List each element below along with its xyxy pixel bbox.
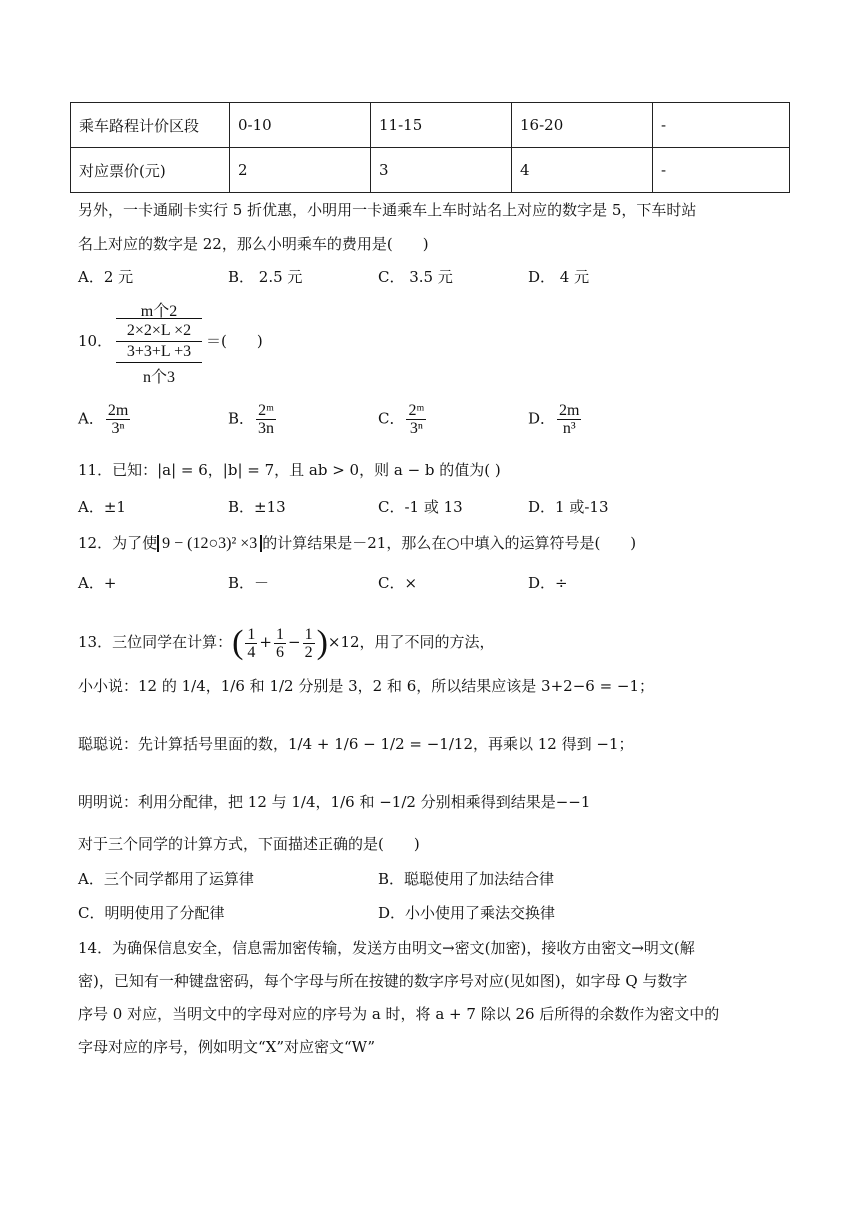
q14-line3: 序号 0 对应，当明文中的字母对应的序号为 a 时，将 a + 7 除以 26 后所得的余数作为密文中的 [78, 1005, 720, 1023]
q9-option-a: A．2 元 [78, 268, 134, 286]
q10-option-d [528, 402, 583, 437]
table-cell: - [653, 148, 790, 193]
table-cell: 3 [371, 148, 512, 193]
q10-option-a [78, 402, 132, 437]
q13-intro-prefix: 13．三位同学在计算： [78, 633, 233, 651]
q12-line [78, 533, 636, 554]
q10-numerator: 2×2×L ×2 [126, 322, 192, 339]
right-paren: ) [316, 624, 328, 661]
q13-option-c: C．明明使用了分配律 [78, 904, 225, 922]
q14-line1: 14．为确保信息安全，信息需加密传输，发送方由明文→密文(加密)，接收方由密文→明文(解 [78, 939, 695, 957]
option-fraction [557, 402, 581, 437]
q9-option-d: D． 4 元 [528, 268, 590, 286]
q9-option-b: B． 2.5 元 [228, 268, 303, 286]
fraction-denominator: 3ⁿ [409, 420, 423, 437]
table-cell: 对应票价(元) [71, 148, 230, 193]
table-cell: 2 [230, 148, 371, 193]
fraction: $\frac{1}{2}$ [304, 625, 313, 661]
table-cell: 16-20 [512, 103, 653, 148]
q13-intro: 13．三位同学在计算：( $\frac{1}{4}$ + $\frac{1}{6}$ − $\frac{1}{2}$ )×12，用了不同的方法， [78, 624, 495, 661]
fare-table [70, 102, 790, 193]
option-letter: B． [228, 409, 255, 428]
table-cell: 11-15 [371, 103, 512, 148]
q9-option-c: C． 3.5 元 [378, 268, 453, 286]
q9-text-line2: 名上对应的数字是 22，那么小明乘车的费用是( ) [78, 235, 429, 253]
fraction-numerator: 2m [559, 402, 580, 419]
q13-congcong: 聪聪说：先计算括号里面的数，1/4 + 1/6 − 1/2 = −1/12，再乘以 12 得到 −1； [78, 735, 634, 753]
q13-mingming: 明明说：利用分配律，把 12 与 1/4，1/6 和 −1/2 分别相乘得到结果是−−1 [78, 793, 591, 811]
q11-option-d: D．1 或-13 [528, 498, 609, 516]
table-row [71, 103, 790, 148]
fraction: $\frac{1}{4}$ [247, 625, 256, 661]
fraction-numerator: 2ᵐ [408, 402, 425, 419]
q14-line2: 密)，已知有一种键盘密码，每个字母与所在按键的数字序号对应(见如图)，如字母 Q 与数字 [78, 972, 688, 990]
q11-text: 11．已知：|a| = 6，|b| = 7，且 ab > 0，则 a − b 的值为( ) [78, 461, 501, 479]
q12-option-b: B．－ [228, 574, 270, 592]
fraction-numerator: 2m [107, 402, 129, 419]
q10-option-b [228, 402, 278, 437]
q11-option-a: A．±1 [78, 498, 126, 516]
q12-expression: 9 − (12○3)² ×3 [157, 535, 262, 552]
option-fraction [406, 402, 426, 437]
option-fraction [256, 402, 276, 437]
q13-question: 对于三个同学的计算方式，下面描述正确的是( ) [78, 835, 420, 853]
fraction-denominator: n³ [562, 420, 576, 437]
option-letter: D． [528, 409, 556, 428]
q11-option-c: C．-1 或 13 [378, 498, 463, 516]
table-cell: 乘车路程计价区段 [71, 103, 230, 148]
q10-top-brace [116, 318, 202, 319]
option-letter: C． [378, 409, 405, 428]
table-row [71, 148, 790, 193]
q10-bottom-label: n个3 [142, 369, 175, 386]
fraction-denominator: 3n [258, 420, 275, 437]
table-cell: 4 [512, 148, 653, 193]
fraction-denominator: 3ⁿ [111, 420, 125, 437]
q10-tail: ＝( ) [206, 332, 263, 350]
q10-bottom-brace [116, 362, 202, 363]
option-fraction [106, 402, 130, 437]
q13-option-a: A．三个同学都用了运算律 [78, 870, 254, 888]
left-paren: ( [232, 624, 244, 661]
q12-option-a: A．+ [78, 574, 117, 592]
q12-option-d: D．÷ [528, 574, 568, 592]
q10-top-label: m个2 [140, 303, 178, 320]
q12-prefix: 12．为了使 [78, 534, 158, 552]
q10-number: 10． [78, 332, 113, 350]
q13-xiaoxiao: 小小说：12 的 1/4，1/6 和 1/2 分别是 3，2 和 6，所以结果应该是 3+2−6 = −1； [78, 677, 655, 695]
table-cell: 0-10 [230, 103, 371, 148]
q10-fraction-bar [116, 341, 202, 342]
q14-line4: 字母对应的序号，例如明文“X”对应密文“W” [78, 1038, 376, 1056]
q13-intro-suffix: ×12，用了不同的方法， [327, 633, 495, 651]
fraction-numerator: 2ᵐ [256, 402, 276, 420]
q12-option-c: C．× [378, 574, 418, 592]
option-letter: A． [78, 409, 104, 428]
q11-option-b: B．±13 [228, 498, 286, 516]
q10-denominator: 3+3+L +3 [126, 343, 192, 360]
q9-text-line1: 另外，一卡通刷卡实行 5 折优惠，小明用一卡通乘车上车时站名上对应的数字是 5，下车时站 [78, 201, 697, 219]
table-cell: - [653, 103, 790, 148]
q10-option-c [378, 402, 428, 437]
q13-option-b: B．聪聪使用了加法结合律 [378, 870, 555, 888]
fraction: $\frac{1}{6}$ [276, 625, 284, 661]
q13-option-d: D．小小使用了乘法交换律 [378, 904, 556, 922]
q12-suffix: 的计算结果是－21，那么在○中填入的运算符号是( ) [262, 534, 637, 552]
